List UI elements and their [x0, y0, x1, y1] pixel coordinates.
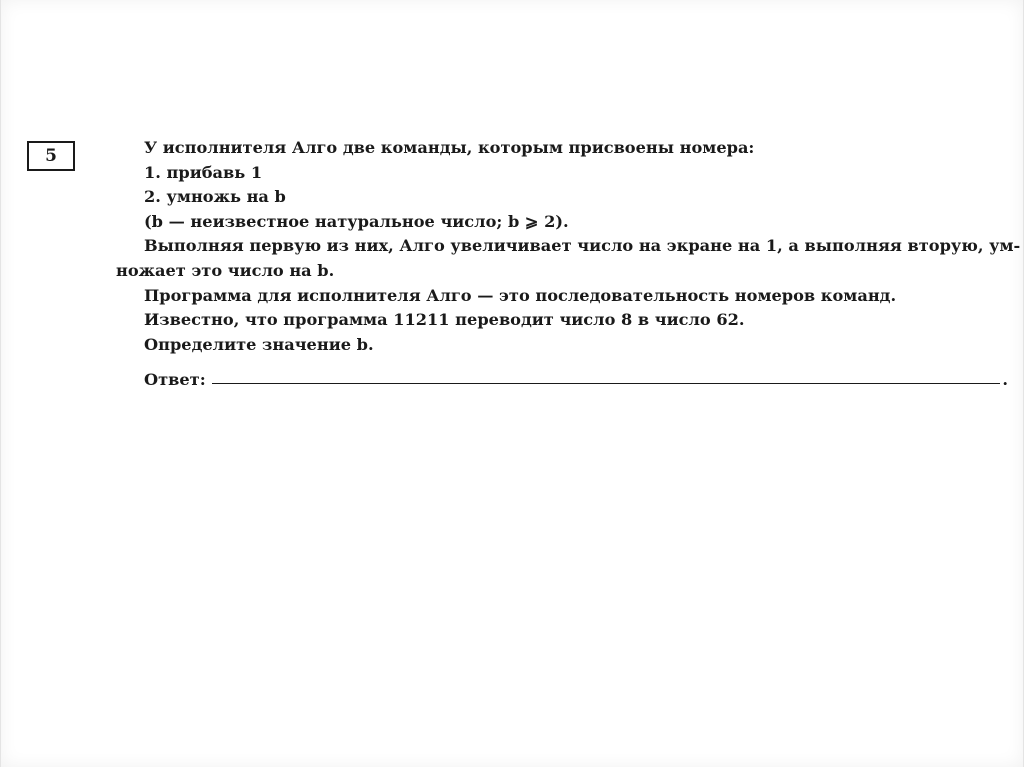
- answer-label: Ответ:: [144, 370, 206, 389]
- command-2-line: 2. умножь на b: [144, 187, 286, 207]
- program-known-line: Известно, что программа 11211 переводит число 8 в число 62.: [144, 310, 745, 330]
- parameter-note-line: (b — неизвестное натуральное число; b ⩾ 2).: [144, 211, 569, 231]
- task-intro-line: У исполнителя Алго две команды, которым присвоены номера:: [144, 138, 755, 157]
- answer-end-dot: .: [1002, 370, 1008, 389]
- program-definition-line: Программа для исполнителя Алго — это последовательность номеров команд.: [144, 285, 897, 305]
- explanation-line-2: ножает это число на b.: [116, 260, 335, 280]
- command-1-line: 1. прибавь 1: [144, 162, 263, 182]
- answer-field[interactable]: [212, 382, 1001, 384]
- explanation-line-1: Выполняя первую из них, Алго увеличивает число на экране на 1, а выполняя вторую, ум-: [144, 236, 1021, 256]
- question-line: Определите значение b.: [144, 334, 374, 354]
- task-text: [116, 136, 1021, 357]
- answer-row: [144, 365, 1008, 389]
- task-number: 5: [45, 146, 57, 166]
- task-number-box: [27, 141, 75, 171]
